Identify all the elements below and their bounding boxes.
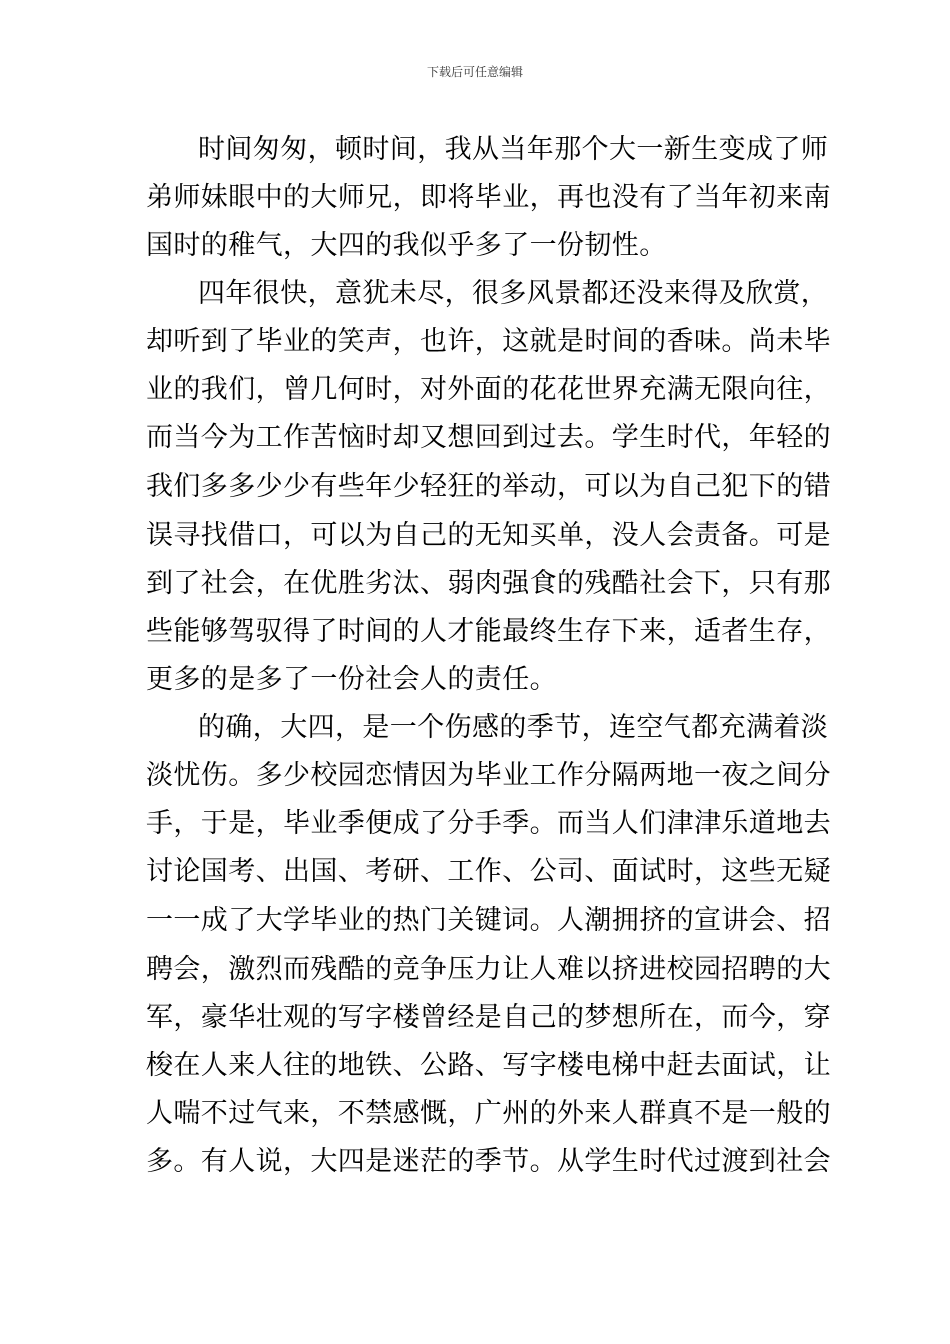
text-line: 讨论国考、出国、考研、工作、公司、面试时，这些无疑 (146, 856, 831, 887)
text-line: 到了社会，在优胜劣汰、弱肉强食的残酷社会下，只有那 (146, 568, 831, 599)
text-line: 军，豪华壮观的写字楼曾经是自己的梦想所在，而今，穿 (146, 1002, 831, 1033)
text-line: 淡忧伤。多少校园恋情因为毕业工作分隔两地一夜之间分 (146, 760, 831, 791)
text-line: 更多的是多了一份社会人的责任。 (146, 664, 557, 695)
text-line: 聘会，激烈而残酷的竞争压力让人难以挤进校园招聘的大 (146, 954, 831, 985)
text-line: 而当今为工作苦恼时却又想回到过去。学生时代，年轻的 (146, 422, 831, 453)
text-line: 手，于是，毕业季便成了分手季。而当人们津津乐道地去 (146, 808, 831, 839)
text-line: 四年很快，意犹未尽，很多风景都还没来得及欣赏， (198, 278, 829, 309)
text-line: 我们多多少少有些年少轻狂的举动，可以为自己犯下的错 (146, 471, 831, 502)
text-line: 的确，大四，是一个伤感的季节，连空气都充满着淡 (198, 712, 829, 743)
text-line: 多。有人说，大四是迷茫的季节。从学生时代过渡到社会 (146, 1146, 831, 1177)
text-line: 些能够驾驭得了时间的人才能最终生存下来，适者生存， (146, 616, 831, 647)
text-line: 误寻找借口，可以为自己的无知买单，没人会责备。可是 (146, 520, 831, 551)
text-line: 时间匆匆，顿时间，我从当年那个大一新生变成了师 (198, 134, 829, 165)
text-line: 人喘不过气来，不禁感慨，广州的外来人群真不是一般的 (146, 1098, 831, 1129)
text-line: 却听到了毕业的笑声，也许，这就是时间的香味。尚未毕 (146, 326, 831, 357)
page-header: 下载后可任意编辑 (426, 65, 523, 79)
text-line: 国时的稚气，大四的我似乎多了一份韧性。 (146, 230, 667, 261)
text-line: 梭在人来人往的地铁、公路、写字楼电梯中赶去面试，让 (146, 1050, 831, 1081)
text-line: 业的我们，曾几何时，对外面的花花世界充满无限向往， (146, 374, 831, 405)
text-line: 一一成了大学毕业的热门关键词。人潮拥挤的宣讲会、招 (146, 905, 831, 936)
text-line: 弟师妹眼中的大师兄，即将毕业，再也没有了当年初来南 (146, 182, 831, 213)
